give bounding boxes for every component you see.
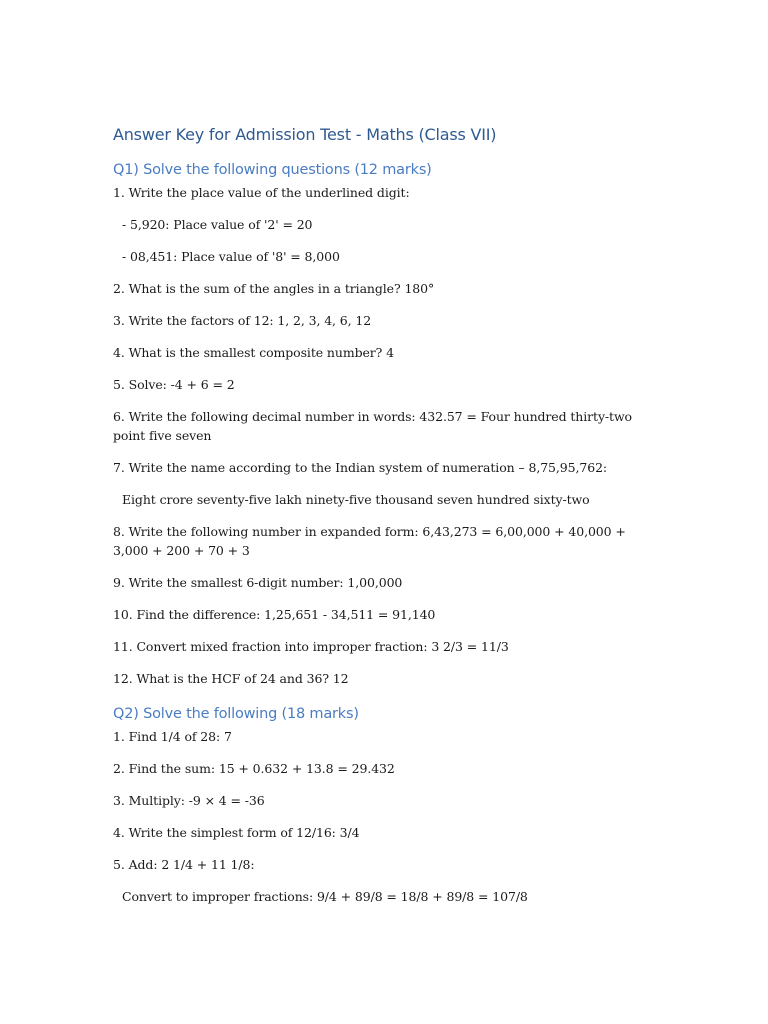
q2-item-2: 2. Find the sum: 15 + 0.632 + 13.8 = 29.432 bbox=[113, 761, 395, 776]
section-heading-q1: Q1) Solve the following questions (12 marks) bbox=[113, 162, 432, 178]
q2-item-4: 4. Write the simplest form of 12/16: 3/4 bbox=[113, 825, 360, 840]
q1-item-7-answer: Eight crore seventy-five lakh ninety-five thousand seven hundred sixty-two bbox=[122, 492, 590, 507]
q1-item-1b: - 08,451: Place value of '8' = 8,000 bbox=[122, 249, 340, 264]
q1-item-7: 7. Write the name according to the Indian system of numeration – 8,75,95,762: bbox=[113, 460, 608, 475]
document-content bbox=[113, 124, 653, 919]
q1-item-6: 6. Write the following decimal number in words: 432.57 = Four hundred thirty-two point five seven bbox=[113, 409, 632, 443]
q2-item-5-working: Convert to improper fractions: 9/4 + 89/8 = 18/8 + 89/8 = 107/8 bbox=[122, 889, 528, 904]
q1-item-2: 2. What is the sum of the angles in a triangle? 180° bbox=[113, 281, 435, 296]
q1-item-10: 10. Find the difference: 1,25,651 - 34,511 = 91,140 bbox=[113, 607, 436, 622]
q1-item-12: 12. What is the HCF of 24 and 36? 12 bbox=[113, 671, 349, 686]
q1-item-1: 1. Write the place value of the underlined digit: bbox=[113, 185, 410, 200]
q1-item-4: 4. What is the smallest composite number? 4 bbox=[113, 345, 394, 360]
q1-item-8: 8. Write the following number in expanded form: 6,43,273 = 6,00,000 + 40,000 + 3,000 + 200 + 70 + 3 bbox=[113, 524, 626, 558]
q1-item-9: 9. Write the smallest 6-digit number: 1,00,000 bbox=[113, 575, 403, 590]
section-heading-q2: Q2) Solve the following (18 marks) bbox=[113, 706, 359, 722]
document-title: Answer Key for Admission Test - Maths (Class VII) bbox=[113, 125, 497, 144]
q1-item-11: 11. Convert mixed fraction into improper fraction: 3 2/3 = 11/3 bbox=[113, 639, 509, 654]
q1-item-1a: - 5,920: Place value of '2' = 20 bbox=[122, 217, 313, 232]
q1-item-3: 3. Write the factors of 12: 1, 2, 3, 4, 6, 12 bbox=[113, 313, 372, 328]
q1-item-5: 5. Solve: -4 + 6 = 2 bbox=[113, 377, 235, 392]
q2-item-1: 1. Find 1/4 of 28: 7 bbox=[113, 729, 232, 744]
q2-item-5: 5. Add: 2 1/4 + 11 1/8: bbox=[113, 857, 255, 872]
q2-item-3: 3. Multiply: -9 × 4 = -36 bbox=[113, 793, 265, 808]
